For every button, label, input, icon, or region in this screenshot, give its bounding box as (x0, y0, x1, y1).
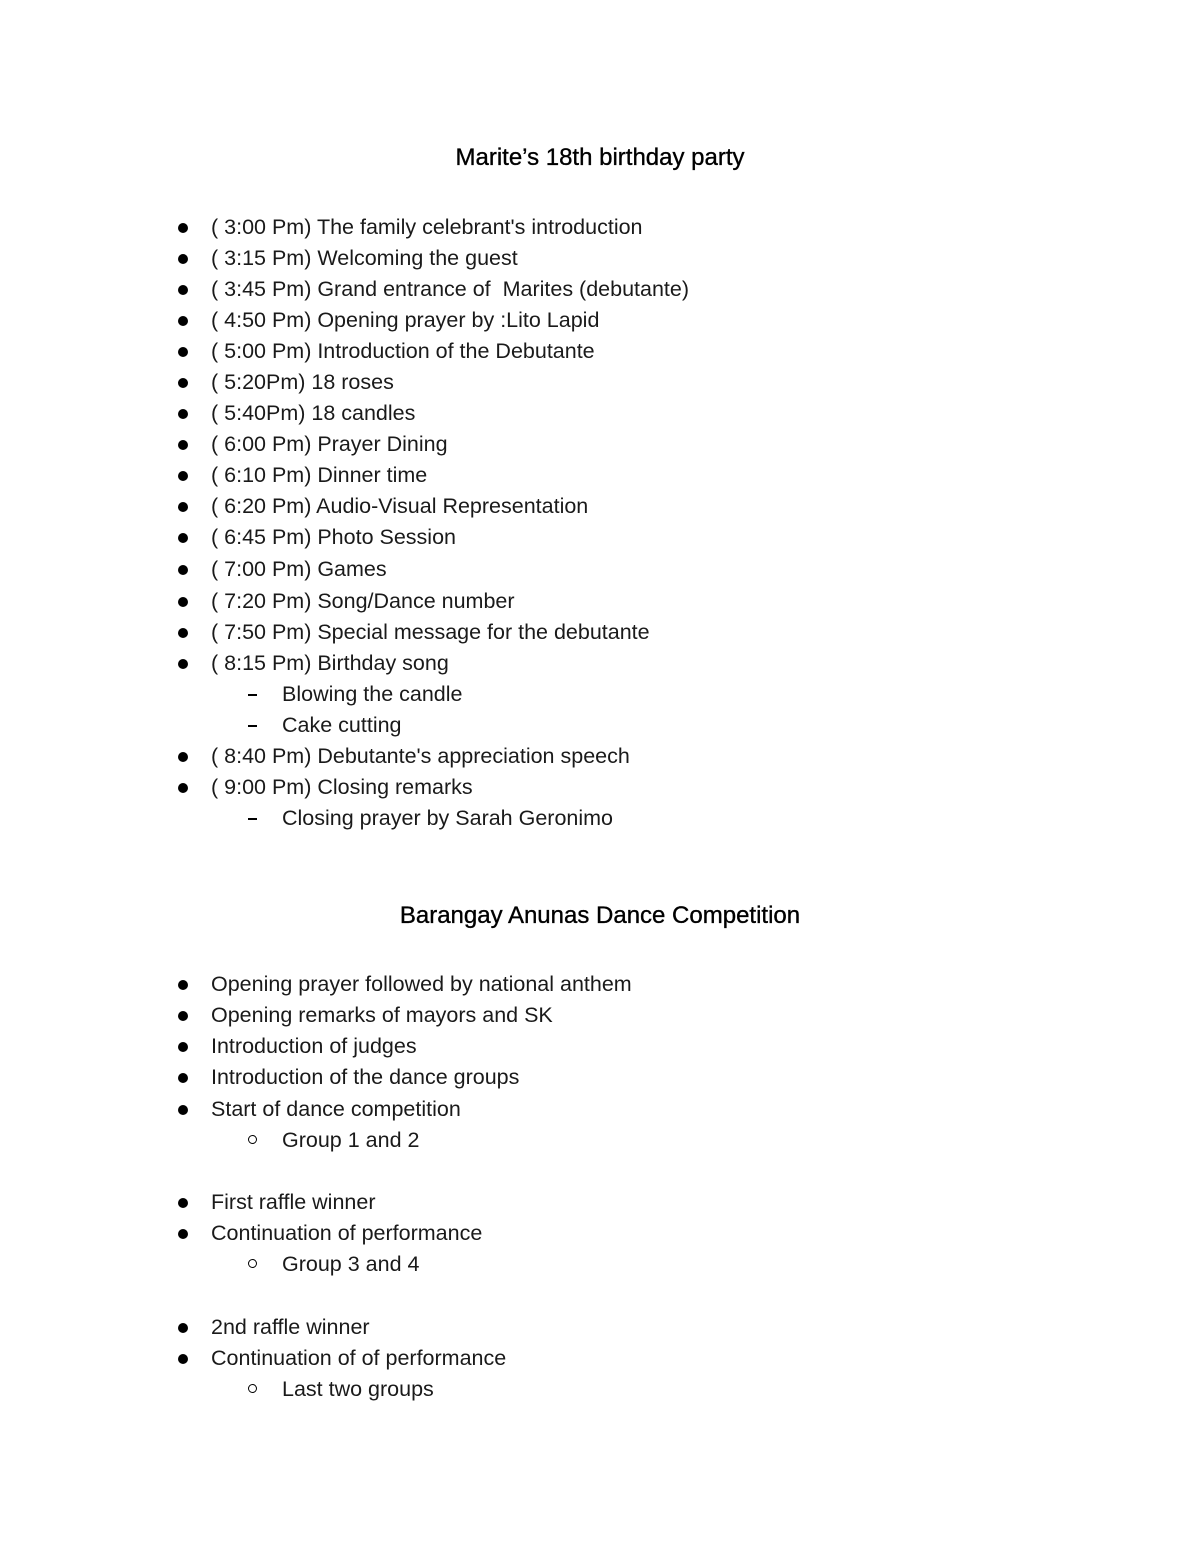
list-item-text: Continuation of performance (211, 1221, 483, 1245)
bullet-icon (178, 285, 188, 295)
bullet-icon (178, 1323, 188, 1333)
list-item-text: 2nd raffle winner (211, 1315, 370, 1339)
bullet-icon (178, 502, 188, 512)
bullet-icon (178, 659, 188, 669)
bullet-icon (178, 471, 188, 481)
bullet-icon (178, 254, 188, 264)
bullet-icon (178, 533, 188, 543)
circle-bullet-icon (248, 1384, 257, 1393)
list-item-text: ( 7:20 Pm) Song/Dance number (211, 589, 515, 613)
list-item-text: ( 8:15 Pm) Birthday song (211, 651, 449, 675)
sub-list-item-text: Blowing the candle (282, 682, 463, 706)
list-item-text: ( 6:10 Pm) Dinner time (211, 463, 428, 487)
list-item-text: ( 6:45 Pm) Photo Session (211, 525, 456, 549)
list-item-text: ( 8:40 Pm) Debutante's appreciation speech (211, 744, 630, 768)
bullet-icon (178, 440, 188, 450)
bullet-icon (178, 1011, 188, 1021)
circle-bullet-icon (248, 1135, 257, 1144)
sub-list-item-text: Group 1 and 2 (282, 1128, 420, 1152)
bullet-icon (178, 223, 188, 233)
list-item-text: Opening prayer followed by national anthem (211, 972, 632, 996)
list-item-text: First raffle winner (211, 1190, 376, 1214)
dash-icon (248, 725, 257, 727)
bullet-icon (178, 347, 188, 357)
circle-bullet-icon (248, 1259, 257, 1268)
bullet-icon (178, 597, 188, 607)
bullet-icon (178, 980, 188, 990)
bullet-icon (178, 316, 188, 326)
list-item-text: ( 5:20Pm) 18 roses (211, 370, 394, 394)
sub-list-item-text: Last two groups (282, 1377, 434, 1401)
bullet-icon (178, 1354, 188, 1364)
list-item-text: Start of dance competition (211, 1097, 461, 1121)
list-item-text: ( 4:50 Pm) Opening prayer by :Lito Lapid (211, 308, 600, 332)
list-item-text: Introduction of the dance groups (211, 1065, 520, 1089)
list-item-text: ( 3:45 Pm) Grand entrance of Marites (debutante) (211, 277, 690, 301)
list-item-text: ( 6:20 Pm) Audio-Visual Representation (211, 494, 589, 518)
bullet-icon (178, 783, 188, 793)
list-item-text: Introduction of judges (211, 1034, 417, 1058)
bullet-icon (178, 565, 188, 575)
bullet-icon (178, 1042, 188, 1052)
list-item-text: ( 5:40Pm) 18 candles (211, 401, 416, 425)
bullet-icon (178, 1105, 188, 1115)
sub-list-item-text: Group 3 and 4 (282, 1252, 420, 1276)
sub-list-item-text: Closing prayer by Sarah Geronimo (282, 806, 614, 830)
bullet-icon (178, 1073, 188, 1083)
list-item-text: ( 7:50 Pm) Special message for the debutante (211, 620, 650, 644)
bullet-icon (178, 1198, 188, 1208)
list-item-text: ( 7:00 Pm) Games (211, 557, 387, 581)
list-item-text: ( 3:15 Pm) Welcoming the guest (211, 246, 518, 270)
sub-list-item-text: Cake cutting (282, 713, 402, 737)
dash-icon (248, 694, 257, 696)
list-item-text: Opening remarks of mayors and SK (211, 1003, 553, 1027)
bullet-icon (178, 628, 188, 638)
section-title-birthday: Marite’s 18th birthday party (455, 144, 745, 171)
list-item-text: ( 3:00 Pm) The family celebrant's introduction (211, 215, 643, 239)
list-item-text: ( 9:00 Pm) Closing remarks (211, 775, 473, 799)
bullet-icon (178, 378, 188, 388)
bullet-icon (178, 1229, 188, 1239)
dash-icon (248, 818, 257, 820)
list-item-text: ( 6:00 Pm) Prayer Dining (211, 432, 448, 456)
list-item-text: ( 5:00 Pm) Introduction of the Debutante (211, 339, 595, 363)
bullet-icon (178, 409, 188, 419)
bullet-icon (178, 752, 188, 762)
list-item-text: Continuation of of performance (211, 1346, 507, 1370)
section-title-dance-competition: Barangay Anunas Dance Competition (399, 902, 801, 929)
